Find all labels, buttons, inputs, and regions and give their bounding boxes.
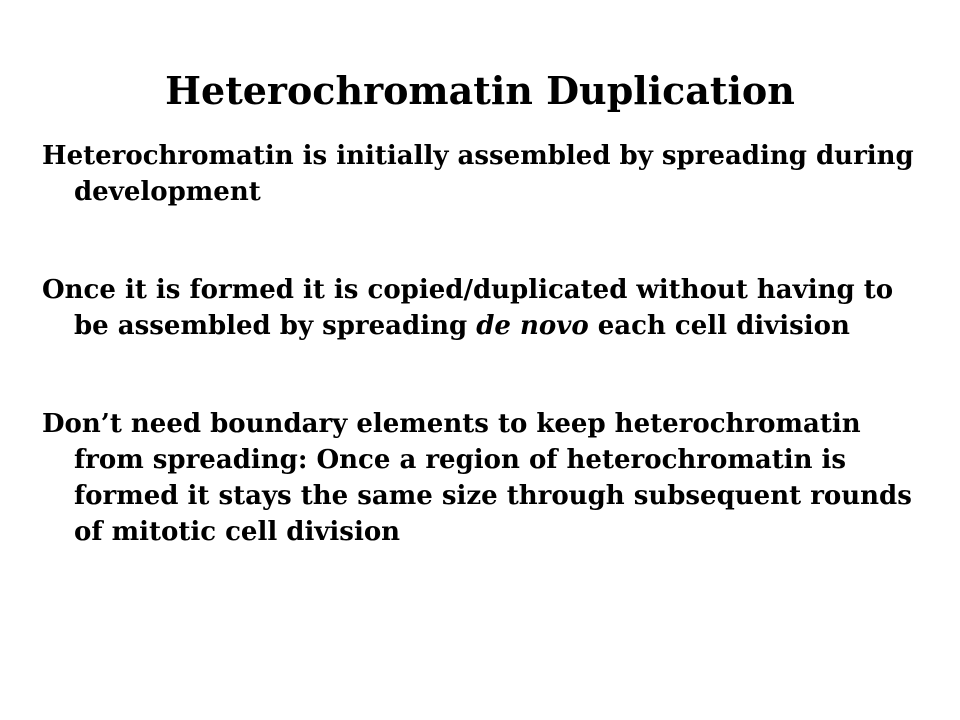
slide-title: Heterochromatin Duplication [165, 68, 795, 113]
paragraph-boundary-elements: Don’t need boundary elements to keep heterochromatin from spreading: Once a region of heterochromatin is formed it stays the same size through subsequent rounds of mitotic cell division [42, 409, 912, 547]
paragraph-duplication-emphasis: de novo [476, 311, 589, 341]
paragraph-initial-assembly: Heterochromatin is initially assembled by spreading during development [42, 141, 914, 207]
paragraph-duplication-text-before: Once it is formed it is copied/duplicated without having to be assembled by spreading [42, 275, 894, 341]
paragraph-duplication-text-after: each cell division [588, 311, 850, 341]
slide-body [42, 138, 932, 550]
paragraph-duplication [42, 272, 932, 344]
